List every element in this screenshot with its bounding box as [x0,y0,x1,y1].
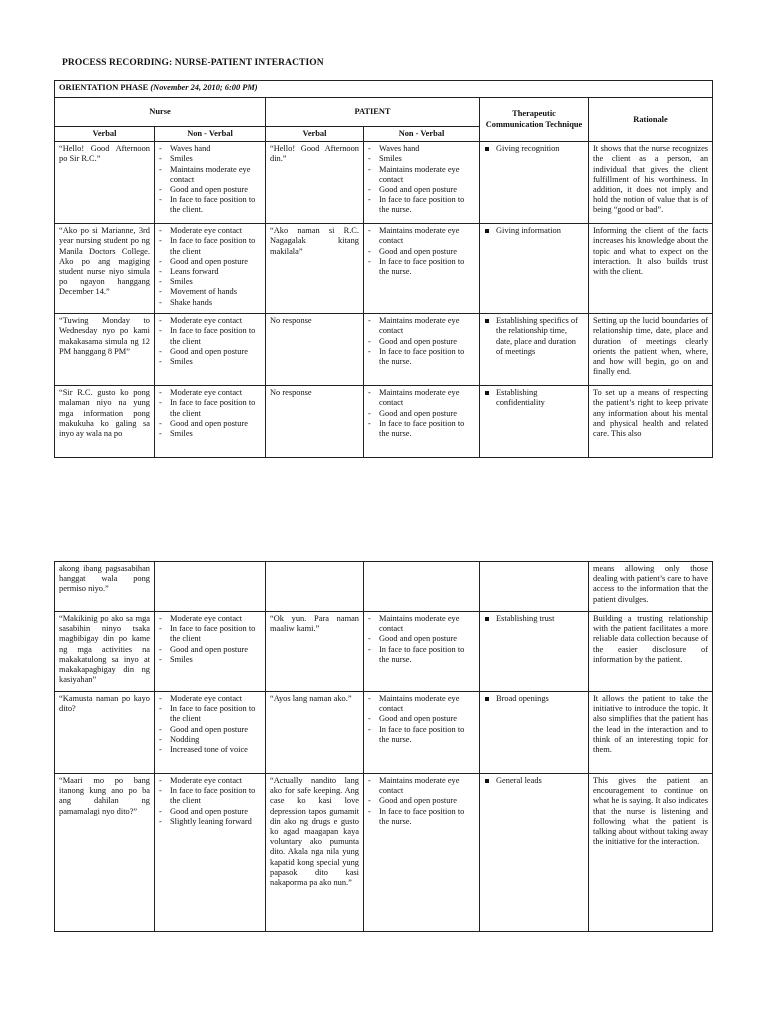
list-item: - Maintains moderate eye contact [368,226,475,246]
list-item: - In face to face position to the client. [159,195,261,215]
list-item: - Good and open posture [368,337,475,347]
nurse-header: Nurse [55,98,266,127]
list-item: - In face to face position to the client [159,236,261,256]
patient-nonverbal-cell [364,224,480,314]
patient-nonverbal-header: Non - Verbal [364,127,480,142]
nurse-nonverbal-list [159,614,261,665]
rationale-header: Rationale [589,98,713,142]
nurse-nonverbal-cell [155,692,266,774]
table-row [55,386,713,458]
list-item: - In face to face position to the nurse. [368,257,475,277]
patient-verbal-cell: “Hello! Good Afternoon din.” [266,142,364,224]
list-item: - Maintains moderate eye contact [368,694,475,714]
patient-nonverbal-list [368,694,475,745]
rationale-cell: It allows the patient to take the initiative to introduce the topic. It also simplifies that the patient has the lead in the interaction and to think of an interesting topic for them. [589,692,713,774]
list-item: - Moderate eye contact [159,226,261,236]
nurse-nonverbal-list [159,694,261,755]
nurse-nonverbal-list [159,388,261,439]
technique-list [484,226,584,236]
table-row [55,692,713,774]
nurse-nonverbal-cell [155,562,266,612]
technique-list [484,694,584,704]
list-item: - In face to face position to the nurse. [368,195,475,215]
patient-nonverbal-list [368,316,475,367]
technique-list [484,144,584,154]
table-1-body [55,142,713,458]
list-item: - Waves hand [368,144,475,154]
list-item: - Smiles [368,154,475,164]
process-recording-table-1 [54,80,713,458]
rationale-cell: Building a trusting relationship with the patient facilitates a more reliable data collection because of the easier disclosure of information by the patient. [589,612,713,692]
nurse-verbal-cell: akong ibang pagsasabihan hanggat wala pong permiso niyo.” [55,562,155,612]
technique-list [484,776,584,786]
list-item: - Smiles [159,429,261,439]
technique-item: Giving recognition [484,144,584,154]
technique-cell [480,692,589,774]
rationale-cell: This gives the patient an encouragement to continue on what he is saying. It also indicates that the nurse is listening and following what the patient is talking about without taking away the initiative for the interaction. [589,774,713,932]
list-item: - In face to face position to the nurse. [368,645,475,665]
patient-nonverbal-list [368,614,475,665]
technique-item: Broad openings [484,694,584,704]
list-item: - Waves hand [159,144,261,154]
patient-nonverbal-cell [364,386,480,458]
technique-cell [480,774,589,932]
patient-verbal-cell [266,562,364,612]
nurse-verbal-cell: “Ako po si Marianne, 3rd year nursing student po ng Manila Doctors College. Ako po ang magiging student nurse niyo simula po ngayon hanggang December 14.” [55,224,155,314]
table-row [55,562,713,612]
list-item: - Good and open posture [368,247,475,257]
table-row [55,224,713,314]
list-item: - Shake hands [159,298,261,308]
list-item: - Moderate eye contact [159,388,261,398]
list-item: - Movement of hands [159,287,261,297]
nurse-verbal-cell: “Maari mo po bang itanong kung ano po ba ang dahilan ng pamamalagi nyo dito?” [55,774,155,932]
list-item: - Good and open posture [159,185,261,195]
technique-item: Establishing confidentiality [484,388,584,408]
technique-list [484,614,584,624]
list-item: - Maintains moderate eye contact [368,165,475,185]
nurse-nonverbal-header: Non - Verbal [155,127,266,142]
technique-cell [480,562,589,612]
phase-header [55,81,713,98]
list-item: - In face to face position to the nurse. [368,725,475,745]
list-item: - Slightly leaning forward [159,817,261,827]
process-recording-table-2 [54,561,713,932]
nurse-verbal-cell: “Kamusta naman po kayo dito? [55,692,155,774]
list-item: - Moderate eye contact [159,694,261,704]
patient-verbal-cell: “Ok yun. Para naman maaliw kami.” [266,612,364,692]
list-item: - Smiles [159,154,261,164]
technique-item: General leads [484,776,584,786]
list-item: - Good and open posture [368,185,475,195]
list-item: - In face to face position to the client [159,398,261,418]
patient-nonverbal-list [368,388,475,439]
list-item: - Good and open posture [159,725,261,735]
nurse-nonverbal-list [159,776,261,827]
page-title: PROCESS RECORDING: NURSE-PATIENT INTERACTION [62,58,324,68]
patient-nonverbal-cell [364,314,480,386]
list-item: - Increased tone of voice [159,745,261,755]
technique-header: Therapeutic Communication Technique [480,98,589,142]
list-item: - Smiles [159,357,261,367]
list-item: - In face to face position to the nurse. [368,347,475,367]
list-item: - Maintains moderate eye contact [368,614,475,634]
patient-verbal-header: Verbal [266,127,364,142]
list-item: - Good and open posture [159,807,261,817]
list-item: - Good and open posture [368,409,475,419]
patient-nonverbal-list [368,226,475,277]
phase-label: ORIENTATION PHASE [59,83,149,92]
patient-verbal-cell: “Ayos lang naman ako.” [266,692,364,774]
table-row [55,612,713,692]
nurse-nonverbal-list [159,226,261,308]
technique-cell [480,386,589,458]
table-row [55,774,713,932]
rationale-cell: To set up a means of respecting the patient’s right to keep private any information about his mental and physical health and related care. This also [589,386,713,458]
list-item: - Good and open posture [368,714,475,724]
list-item: - Maintains moderate eye contact [368,316,475,336]
patient-verbal-cell: “Actually nandito lang ako for safe keeping. Ang case ko kasi love depression tapos gumamit din ako ng drugs e gusto ko agad maagapan kaya voluntary ako pumunta dito. Akala nga nila yung kapatid kong special yung papasok dito kasi nakaporma pa ako nun.” [266,774,364,932]
technique-item: Establishing trust [484,614,584,624]
nurse-nonverbal-cell [155,774,266,932]
patient-nonverbal-list [368,776,475,827]
technique-item: Establishing specifics of the relationship time, date, place and duration of meetings [484,316,584,357]
patient-verbal-cell: No response [266,314,364,386]
patient-nonverbal-cell [364,562,480,612]
list-item: - Moderate eye contact [159,614,261,624]
nurse-verbal-cell: “Makikinig po ako sa mga sasabihin ninyo tsaka magbibigay din po kame ng mga activities na makakatulong sa inyo at makakapagbigay din ng kasiyahan” [55,612,155,692]
list-item: - Good and open posture [159,419,261,429]
nurse-verbal-cell: “Sir R.C. gusto ko pong malaman niyo na yung mga information pong makukuha ko galing sa inyo ay wala na po [55,386,155,458]
list-item: - Good and open posture [159,645,261,655]
list-item: - Maintains moderate eye contact [368,388,475,408]
list-item: - Moderate eye contact [159,316,261,326]
nurse-nonverbal-cell [155,612,266,692]
list-item: - Smiles [159,277,261,287]
phase-date: (November 24, 2010; 6:00 PM) [150,83,258,92]
nurse-nonverbal-list [159,316,261,367]
rationale-cell: It shows that the nurse recognizes the client as a person, an individual that gives the client fulfillment of his worthiness. In addition, it does not imply and hold the notion of value that is of being “good or bad”. [589,142,713,224]
nurse-nonverbal-cell [155,386,266,458]
nurse-nonverbal-cell [155,224,266,314]
list-item: - Good and open posture [159,257,261,267]
nurse-verbal-cell: “Hello! Good Afternoon po Sir R.C.” [55,142,155,224]
list-item: - Maintains moderate eye contact [368,776,475,796]
list-item: - Maintains moderate eye contact [159,165,261,185]
technique-list [484,388,584,408]
technique-item: Giving information [484,226,584,236]
nurse-nonverbal-cell [155,314,266,386]
list-item: - Moderate eye contact [159,776,261,786]
patient-verbal-cell: No response [266,386,364,458]
technique-cell [480,224,589,314]
list-item: - In face to face position to the client [159,624,261,644]
nurse-verbal-header: Verbal [55,127,155,142]
rationale-cell: Informing the client of the facts increases his knowledge about the topic and what to expect on the interaction. It also builds trust with the client. [589,224,713,314]
table-2-body [55,562,713,932]
rationale-cell: Setting up the lucid boundaries of relationship time, date, place and duration of meetings clearly orients the patient when, where, and how will begin, go on and finally end. [589,314,713,386]
rationale-cell: means allowing only those dealing with patient’s care to have access to the information that the patient divulges. [589,562,713,612]
list-item: - Nodding [159,735,261,745]
patient-nonverbal-cell [364,612,480,692]
list-item: - In face to face position to the client [159,786,261,806]
patient-verbal-cell: “Ako naman si R.C. Nagagalak kitang makilala” [266,224,364,314]
technique-cell [480,612,589,692]
patient-nonverbal-cell [364,774,480,932]
list-item: - Leans forward [159,267,261,277]
patient-nonverbal-cell [364,142,480,224]
technique-cell [480,142,589,224]
list-item: - In face to face position to the client [159,326,261,346]
list-item: - Good and open posture [368,796,475,806]
list-item: - In face to face position to the client [159,704,261,724]
table-row [55,142,713,224]
nurse-nonverbal-cell [155,142,266,224]
patient-header: PATIENT [266,98,480,127]
technique-list [484,316,584,357]
list-item: - Good and open posture [368,634,475,644]
nurse-verbal-cell: “Tuwing Monday to Wednesday nyo po kami makakasama simula ng 12 PM hanggang 8 PM” [55,314,155,386]
list-item: - Good and open posture [159,347,261,357]
nurse-nonverbal-list [159,144,261,215]
list-item: - In face to face position to the nurse. [368,419,475,439]
list-item: - Smiles [159,655,261,665]
patient-nonverbal-list [368,144,475,215]
patient-nonverbal-cell [364,692,480,774]
technique-cell [480,314,589,386]
list-item: - In face to face position to the nurse. [368,807,475,827]
table-row [55,314,713,386]
